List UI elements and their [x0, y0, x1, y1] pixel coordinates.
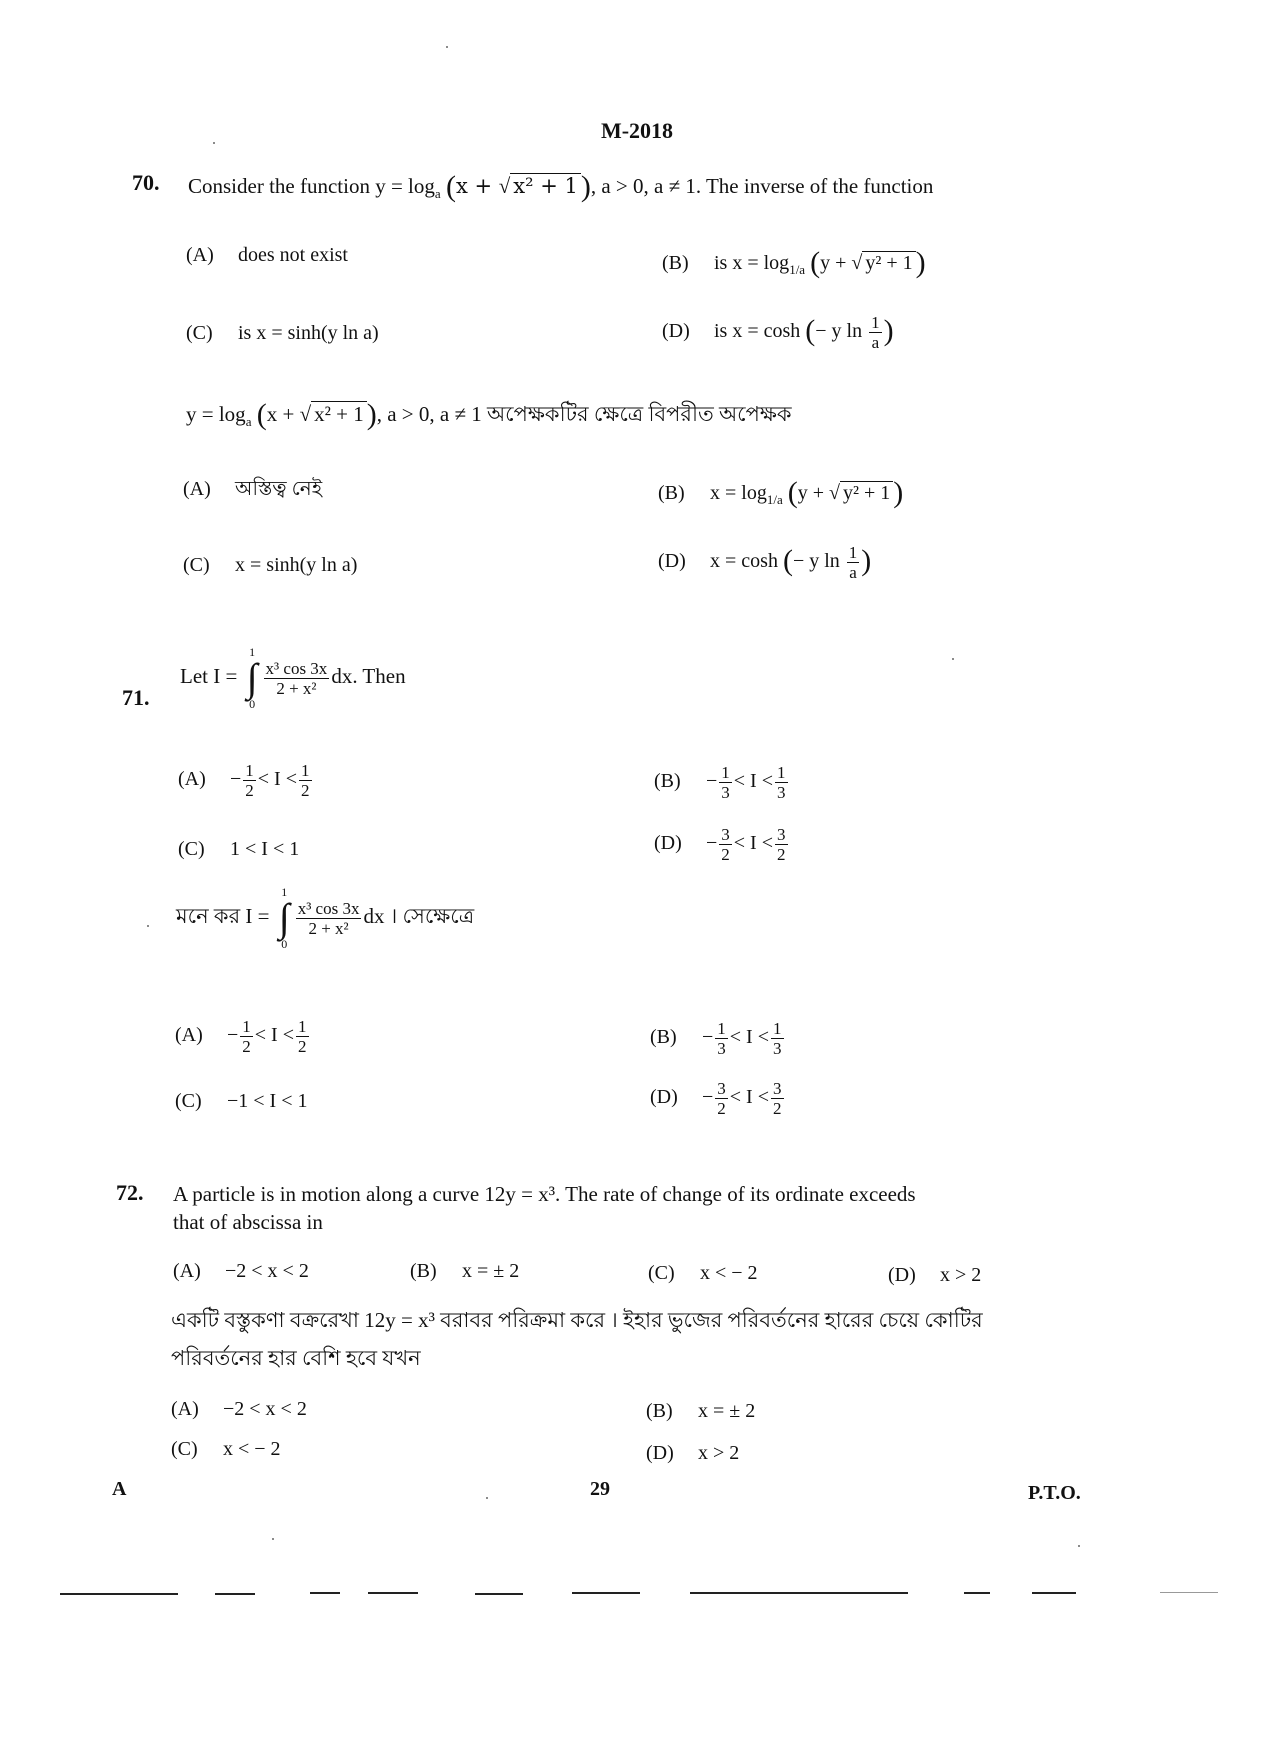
- q70-bn-option-c[interactable]: [183, 554, 357, 577]
- denominator: 2: [717, 1099, 726, 1118]
- scan-line: [60, 1593, 178, 1595]
- footer-pto: P.T.O.: [1028, 1482, 1081, 1504]
- q71-bn-post: dx । সেক্ষেত্রে: [363, 903, 475, 928]
- fraction: [719, 764, 732, 801]
- numerator: 3: [777, 825, 786, 844]
- integral-symbol: ∫: [278, 895, 290, 940]
- q71-post: dx. Then: [331, 663, 406, 688]
- option-text: is x = sinh(y ln a): [238, 322, 379, 344]
- q71-bn-option-c[interactable]: [175, 1090, 308, 1113]
- q70-bn-base: a: [245, 414, 252, 429]
- option-label: (D): [654, 832, 682, 855]
- option-label: (D): [650, 1086, 678, 1109]
- option-mid: < I <: [729, 1026, 769, 1049]
- option-arg: y +: [820, 252, 852, 274]
- option-label: (D): [646, 1442, 674, 1464]
- open-paren: (: [445, 170, 456, 203]
- fraction: [243, 762, 256, 799]
- q71-en-option-a[interactable]: (A) − $\frac{1}{2}$ < I < $\frac{1}{2}$: [178, 761, 310, 800]
- lower-limit: 0: [281, 937, 288, 951]
- option-label: (A): [186, 244, 214, 266]
- q70-bn-option-a[interactable]: [183, 474, 322, 507]
- numerator: 3: [773, 1079, 782, 1098]
- scan-line: [1032, 1592, 1076, 1594]
- fraction: [775, 826, 788, 863]
- fraction: [299, 762, 312, 799]
- denominator: 2: [245, 781, 254, 800]
- option-text: x = ± 2: [462, 1260, 520, 1282]
- q71-en-option-b[interactable]: (B) − $\frac{1}{3}$ < I < $\frac{1}{3}$: [654, 763, 786, 802]
- q72-en-option-c[interactable]: [648, 1262, 758, 1285]
- option-label: (C): [178, 838, 205, 860]
- q71-pre: Let I =: [180, 663, 238, 688]
- option-base: 1/a: [789, 262, 806, 277]
- question-72-line1-en: A particle is in motion along a curve 12y = x³. The rate of change of its ordinate exceeds: [173, 1182, 916, 1206]
- scan-line: [572, 1592, 640, 1594]
- close-paren: ): [893, 476, 904, 509]
- option-label: (D): [888, 1264, 916, 1286]
- option-mid: < I <: [257, 768, 297, 791]
- scan-speck: [486, 1497, 488, 1499]
- scan-line: [475, 1593, 523, 1595]
- q72-en-option-d[interactable]: [888, 1264, 981, 1287]
- option-mid: < I <: [729, 1086, 769, 1109]
- q70-bn-option-d[interactable]: [658, 544, 871, 581]
- option-label: (A): [175, 1024, 203, 1047]
- denominator: 3: [721, 783, 730, 802]
- scan-speck: [1078, 1545, 1080, 1547]
- option-text: x < − 2: [223, 1438, 281, 1460]
- q72-bn-option-b[interactable]: [646, 1400, 755, 1423]
- fraction: [771, 1020, 784, 1057]
- open-paren: (: [787, 476, 798, 509]
- q71-en-option-c[interactable]: [178, 838, 299, 861]
- scan-line: [690, 1592, 908, 1594]
- denominator: a: [849, 563, 857, 582]
- question-number-72: 72.: [116, 1180, 144, 1205]
- numerator: 1: [871, 313, 880, 332]
- close-paren: ): [580, 170, 591, 203]
- q70-bn-intro: y = log: [186, 402, 246, 426]
- question-72-line2-en: that of abscissa in: [173, 1210, 323, 1234]
- option-label: (A): [183, 478, 211, 500]
- integral-symbol: ∫: [246, 655, 258, 700]
- option-label: (A): [171, 1398, 199, 1420]
- numerator: 1: [242, 1017, 251, 1036]
- upper-limit: 1: [249, 645, 256, 659]
- question-71-text-en: [180, 646, 406, 710]
- question-number-70: 70.: [132, 170, 160, 195]
- numerator: 1: [773, 1019, 782, 1038]
- scan-speck: [147, 925, 149, 927]
- open-paren: (: [810, 246, 821, 279]
- question-71-text-bn: [176, 886, 474, 950]
- option-text: −1 < I < 1: [227, 1090, 308, 1112]
- close-paren: ): [366, 398, 377, 431]
- integrand-fraction: [296, 900, 362, 937]
- option-label: (D): [662, 320, 690, 343]
- q70-tail: , a > 0, a ≠ 1. The inverse of the function: [590, 174, 934, 198]
- option-mid: − y ln: [815, 320, 863, 343]
- q71-bn-option-d[interactable]: (D) − $\frac{3}{2}$ < I < $\frac{3}{2}$: [650, 1079, 782, 1118]
- question-72-line2-bn: পরিবর্তনের হার বেশি হবে যখন: [171, 1346, 421, 1370]
- q70-arg: x +: [455, 174, 499, 198]
- option-text: x > 2: [940, 1264, 982, 1286]
- integrand-fraction: [264, 660, 330, 697]
- option-label: (B): [662, 252, 689, 274]
- integrand-numerator: x³ cos 3x: [297, 898, 360, 918]
- fraction: [847, 544, 860, 581]
- option-text: x = sinh(y ln a): [235, 554, 358, 576]
- fraction: [869, 314, 882, 351]
- option-label: (C): [171, 1438, 198, 1460]
- q71-bn-pre: মনে কর I =: [176, 903, 270, 928]
- q72-en-option-b[interactable]: [410, 1260, 519, 1283]
- option-root: y² + 1: [862, 251, 915, 274]
- q70-bn-arg: x +: [266, 402, 300, 426]
- q72-en-option-a[interactable]: [173, 1260, 309, 1283]
- option-text: −2 < x < 2: [225, 1260, 309, 1282]
- q70-bn-tail: , a > 0, a ≠ 1 অপেক্ষকটির ক্ষেত্রে বিপরীত অপেক্ষক: [376, 402, 792, 426]
- scan-line: [964, 1592, 990, 1594]
- numerator: 1: [301, 761, 310, 780]
- question-number-71: 71.: [122, 685, 150, 710]
- option-arg: y +: [797, 482, 830, 504]
- option-pre: x = log: [710, 482, 767, 504]
- denominator: a: [871, 333, 880, 352]
- option-mid: < I <: [733, 770, 773, 793]
- integral-sign: [247, 646, 258, 710]
- option-label: (C): [183, 554, 210, 576]
- option-text: does not exist: [238, 244, 348, 266]
- footer-booklet-code: A: [112, 1478, 127, 1500]
- option-label: (B): [658, 482, 685, 504]
- denominator: 2: [301, 781, 310, 800]
- option-label: (D): [658, 550, 686, 573]
- option-text: x < − 2: [700, 1262, 758, 1284]
- numerator: 1: [721, 763, 730, 782]
- denominator: 3: [773, 1039, 782, 1058]
- option-pre: is x = log: [714, 252, 790, 274]
- option-label: (A): [173, 1260, 201, 1282]
- option-mid: < I <: [254, 1024, 294, 1047]
- option-label: (B): [654, 770, 681, 793]
- option-label: (B): [646, 1400, 673, 1422]
- option-label: (B): [650, 1026, 677, 1049]
- q70-root: x² + 1: [510, 173, 581, 198]
- q72-bn-option-a[interactable]: [171, 1398, 307, 1421]
- denominator: 2: [242, 1037, 251, 1056]
- denominator: 3: [717, 1039, 726, 1058]
- option-label: (C): [648, 1262, 675, 1284]
- open-paren: (: [782, 544, 793, 578]
- q72-bn-option-d[interactable]: [646, 1442, 739, 1465]
- option-text: x > 2: [698, 1442, 740, 1464]
- fraction: [296, 1018, 309, 1055]
- q71-bn-option-b[interactable]: (B) − $\frac{1}{3}$ < I < $\frac{1}{3}$: [650, 1019, 782, 1058]
- integral-sign: [279, 886, 290, 950]
- page-number: 29: [590, 1478, 610, 1500]
- scan-speck: [272, 1538, 274, 1540]
- option-label: (A): [178, 768, 206, 791]
- option-label: (C): [186, 322, 213, 344]
- numerator: 1: [245, 761, 254, 780]
- option-text: অস্তিত্ব নেই: [235, 478, 323, 500]
- q71-bn-option-a[interactable]: (A) − $\frac{1}{2}$ < I < $\frac{1}{2}$: [175, 1017, 307, 1056]
- close-paren: ): [861, 544, 872, 578]
- option-mid: − y ln: [792, 550, 840, 573]
- upper-limit: 1: [281, 885, 288, 899]
- q70-bn-option-b[interactable]: (B) $x = \log_{1/a} (y$ + √ y² + 1 ): [658, 476, 904, 509]
- denominator: 2: [777, 845, 786, 864]
- denominator: 2: [721, 845, 730, 864]
- numerator: 1: [777, 763, 786, 782]
- scan-line: [368, 1592, 418, 1594]
- close-paren: ): [915, 246, 926, 279]
- numerator: 1: [298, 1017, 307, 1036]
- close-paren: ): [883, 314, 894, 348]
- option-mid: < I <: [733, 832, 773, 855]
- numerator: 1: [848, 543, 858, 562]
- fraction: [715, 1020, 728, 1057]
- question-70-text-bn: $y = \log_a (x$ + √ x² + 1 ), a > 0, a ≠ 1 অপেক্ষকটির ক্ষেত্রে বিপরীত অপেক্ষক: [186, 398, 792, 431]
- option-text: x = ± 2: [698, 1400, 756, 1422]
- fraction: [775, 764, 788, 801]
- option-label: (C): [175, 1090, 202, 1112]
- integrand-numerator: x³ cos 3x: [265, 658, 328, 678]
- q70-log-base: a: [434, 186, 441, 201]
- option-pre: x = cosh: [710, 550, 778, 573]
- numerator: 3: [721, 825, 730, 844]
- open-paren: (: [256, 398, 267, 431]
- scan-speck: [213, 142, 215, 144]
- integrand-denominator: 2 + x²: [276, 678, 317, 698]
- page-header: M-2018: [600, 118, 674, 143]
- q70-en-option-a[interactable]: [186, 244, 348, 267]
- q71-en-option-d[interactable]: (D) − $\frac{3}{2}$ < I < $\frac{3}{2}$: [654, 825, 786, 864]
- q70-intro: Consider the function y = log: [188, 174, 435, 198]
- denominator: 2: [298, 1037, 307, 1056]
- integrand-denominator: 2 + x²: [308, 918, 349, 938]
- q70-bn-root: x² + 1: [311, 401, 367, 426]
- fraction: [719, 826, 732, 863]
- option-text: 1 < I < 1: [230, 838, 300, 860]
- q70-en-option-b[interactable]: (B) is $x = \log_{1/a} (y$ + √ y² + 1 ): [662, 246, 926, 279]
- fraction: [240, 1018, 253, 1055]
- q72-bn-option-c[interactable]: [171, 1438, 281, 1461]
- q70-en-option-d[interactable]: [662, 314, 894, 351]
- scan-speck: [952, 658, 954, 660]
- scan-line: [310, 1592, 340, 1594]
- scan-line: [215, 1593, 255, 1595]
- fraction: [771, 1080, 784, 1117]
- scan-speck: [446, 46, 448, 48]
- open-paren: (: [805, 314, 816, 348]
- numerator: 1: [717, 1019, 726, 1038]
- scan-line: [1160, 1592, 1218, 1593]
- denominator: 3: [777, 783, 786, 802]
- option-pre: is x = cosh: [714, 320, 801, 343]
- lower-limit: 0: [249, 697, 256, 711]
- option-label: (B): [410, 1260, 437, 1282]
- q70-en-option-c[interactable]: [186, 322, 379, 345]
- question-70-text-en: Consider the function $y = \log_a (x$ + √ x² + 1 ), a > 0, a ≠ 1. The inverse of the function: [188, 170, 934, 203]
- question-72-line1-bn: একটি বস্তুকণা বক্ররেখা 12y = x³ বরাবর পরিক্রমা করে । ইহার ভুজের পরিবর্তনের হারের চেয়ে কোটির: [171, 1308, 983, 1332]
- option-root: y² + 1: [840, 481, 893, 504]
- fraction: [715, 1080, 728, 1117]
- option-base: 1/a: [766, 492, 783, 507]
- option-text: −2 < x < 2: [223, 1398, 307, 1420]
- numerator: 3: [717, 1079, 726, 1098]
- denominator: 2: [773, 1099, 782, 1118]
